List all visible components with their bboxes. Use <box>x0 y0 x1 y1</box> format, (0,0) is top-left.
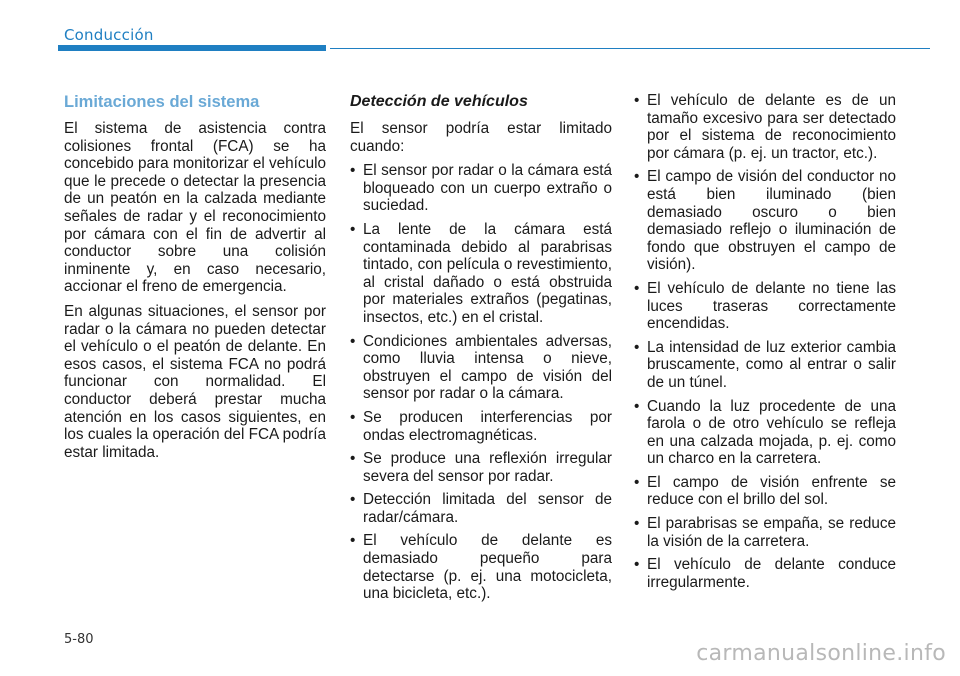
list-item: • Se producen interferencias por ondas electromagnéticas. <box>350 409 612 444</box>
intro-paragraph: El sensor podría estar limitado cuando: <box>350 120 612 155</box>
header-rule-thick <box>58 45 326 51</box>
list-item: • La lente de la cámara está contaminada debido al parabrisas tintado, con película o revestimiento, al cristal dañado o está obstruida por materiales extraños (pegatinas, insectos, etc.) en el cristal. <box>350 221 612 327</box>
list-item: • El vehículo de delante es demasiado pequeño para detectarse (p. ej. una motocicleta, una bicicleta, etc.). <box>350 532 612 602</box>
list-item: • El vehículo de delante conduce irregularmente. <box>634 556 896 591</box>
list-item: • La intensidad de luz exterior cambia bruscamente, como al entrar o salir de un túnel. <box>634 339 896 392</box>
paragraph: El sistema de asistencia contra colisiones frontal (FCA) se ha concebido para monitorizar el vehículo que le precede o detectar la presencia de un peatón en la calzada mediante señales de radar y el reconocimiento por cámara con el fin de advertir al conductor sobre una colisión inminente y, en caso necesario, accionar el freno de emergencia. <box>64 120 326 296</box>
paragraph: En algunas situaciones, el sensor por radar o la cámara no pueden detectar el vehículo o el peatón de delante. En esos casos, el sistema FCA no podrá funcionar con normalidad. El conductor deberá prestar mucha atención en los casos siguientes, en los cuales la operación del FCA podría estar limitada. <box>64 302 326 461</box>
bullet-list <box>634 92 896 591</box>
column-1 <box>64 92 326 468</box>
list-item: • El sensor por radar o la cámara está bloqueado con un cuerpo extraño o suciedad. <box>350 162 612 215</box>
heading-vehicle-detection: Detección de vehículos <box>350 93 528 110</box>
list-item: • Se produce una reflexión irregular severa del sensor por radar. <box>350 450 612 485</box>
column-2 <box>350 92 612 609</box>
header-rule-thin <box>330 48 930 49</box>
heading-system-limitations: Limitaciones del sistema <box>64 93 260 111</box>
bullet-list <box>350 162 612 603</box>
list-item: • El parabrisas se empaña, se reduce la visión de la carretera. <box>634 515 896 550</box>
section-title: Conducción <box>64 26 154 44</box>
list-item: • El vehículo de delante no tiene las luces traseras correctamente encendidas. <box>634 280 896 333</box>
list-item: • El vehículo de delante es de un tamaño excesivo para ser detectado por el sistema de reconocimiento por cámara (p. ej. un tractor, etc.). <box>634 92 896 162</box>
page-number: 5-80 <box>64 632 94 647</box>
list-item: • Detección limitada del sensor de radar/cámara. <box>350 491 612 526</box>
column-3 <box>634 92 896 597</box>
list-item: • El campo de visión del conductor no está bien iluminado (bien demasiado oscuro o bien demasiado reflejo o iluminación de fondo que obstruyen el campo de visión). <box>634 168 896 274</box>
list-item: • Condiciones ambientales adversas, como lluvia intensa o nieve, obstruyen el campo de visión del sensor por radar o la cámara. <box>350 333 612 403</box>
list-item: • El campo de visión enfrente se reduce con el brillo del sol. <box>634 474 896 509</box>
list-item: • Cuando la luz procedente de una farola o de otro vehículo se refleja en una calzada mojada, p. ej. como un charco en la carretera. <box>634 398 896 468</box>
watermark: carmanualsonline.info <box>696 641 946 666</box>
